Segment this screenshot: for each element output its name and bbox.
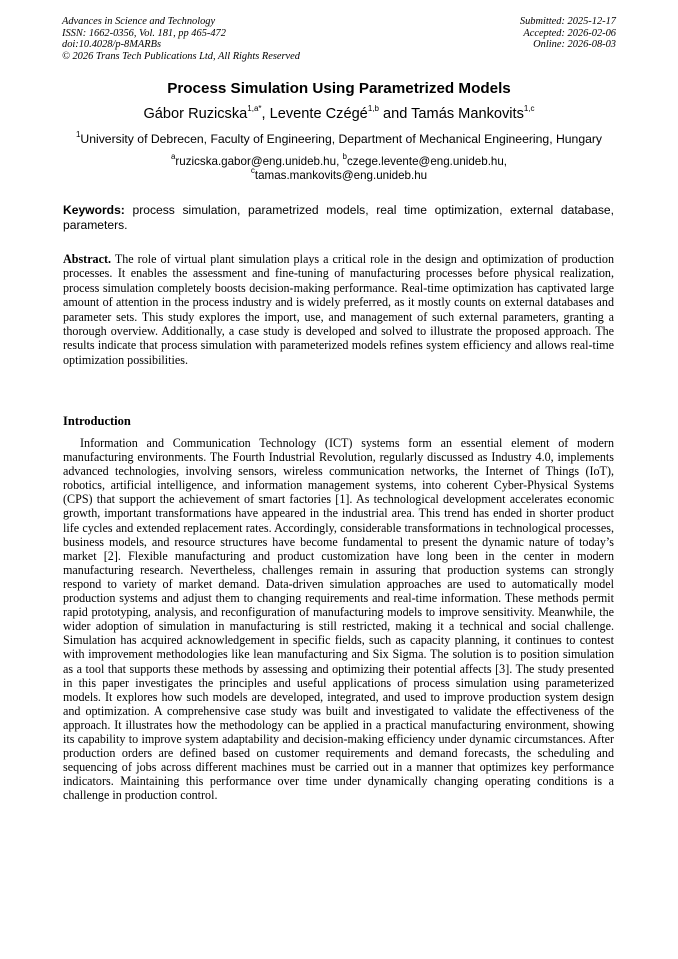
author-emails [0,152,678,183]
email-line [0,152,678,169]
email-mark: a [170,152,176,162]
email-address[interactable]: tamas.mankovits@eng.unideb.hu [254,169,428,182]
email-line [0,166,678,183]
email-address[interactable]: czege.levente@eng.unideb.hu, [347,155,508,168]
email-address[interactable]: ruzicska.gabor@eng.unideb.hu, [175,155,340,168]
accepted-date: Accepted: 2026-02-06 [523,27,616,39]
affiliation-text: University of Debrecen, Faculty of Engineering, Department of Mechanical Engineering, Hungary [80,132,603,146]
journal-header [62,16,300,62]
author-affiliation-mark: 1,b [367,104,379,114]
email-mark: c [250,166,255,176]
journal-issn: ISSN: 1662-0356, Vol. 181, pp 465-472 [62,27,226,39]
submitted-date: Submitted: 2025-12-17 [519,16,616,27]
journal-name: Advances in Science and Technology [62,16,216,27]
paper-title: Process Simulation Using Parametrized Models [167,80,511,97]
introduction-paragraph: Information and Communication Technology (ICT) systems form an essential element of modern manufacturing environments. The Fourth Industrial Revolution, regularly discussed as Industry 4.0, implements advanced technologies, involving sensors, wireless communication networks, the Internet of Things (IoT), robotics, artificial intelligence, and information management systems, into coherent Cyber-Physical Systems (CPS) that support the achievement of smart factories [1]. As technological development accelerates economic growth, important transformations have appeared in the industrial area. This trend has ended in shorter product life cycles and extended replacement rates. Accordingly, considerable transformations in technological processes, business models, and resource structures have become fundamental to present the dynamic nature of today’s market [2]. Flexible manufacturing and product customization have long been in the center in modern manufacturing research. Nevertheless, challenges remain in assuring that production systems can strongly respond to variety of market demand. Data-driven simulation approaches are used to automatically model production systems and adjust them to changing requirements and real-time information. These methods permit rapid prototyping, analysis, and reconfiguration of manufacturing models to improve sensitivity. Meanwhile, the wider adoption of simulation in manufacturing is still restricted, making it a technical and social challenge. Simulation has acquired acknowledgement in specific fields, such as capacity planning, it continues to contest with improvement methodologies like lean manufacturing and Six Sigma. The solution is to position simulation as a tool that supports these methods by assessing and optimizing their potential affects [3]. The study presented in this paper investigates the principles and useful applications of process simulation using parameterized models. It explores how such models are developed, integrated, and used to improve production system design and optimization. A comprehensive case study was built and investigated to validate the effectiveness of the approach. It illustrates how the methodology can be applied in a practical manufacturing environment, showing its capability to improve system adaptability and decision-making efficiency under dynamic circumstances. After production orders are defined based on customer requirements and demand forecasts, the scheduling and sequencing of jobs across different machines must be carried out in a manner that optimizes key performance indicators. Maintaining this performance over time under dynamically changing operating conditions is a challenge in production control. [63,436,614,803]
introduction-heading: Introduction [63,414,131,428]
keywords-text: process simulation, parametrized models, real time optimization, external database, parameters. [63,203,614,232]
affiliation [0,131,678,147]
author-separator: , [261,106,270,122]
publication-dates [520,16,616,51]
author-affiliation-mark: 1,c [523,104,535,114]
journal-doi[interactable]: doi:10.4028/p-8MARBs [62,39,161,51]
author-separator: and [378,106,412,122]
online-date: Online: 2026-08-03 [533,39,616,51]
keywords-section [63,203,614,232]
author-name: Levente Czégé [269,106,368,122]
abstract-section [63,252,614,367]
email-mark: b [342,152,347,162]
author-list [0,105,678,123]
keywords-label: Keywords: [63,203,125,217]
abstract-text: The role of virtual plant simulation plays a critical role in the design and optimization of production processes. It enables the assessment and fine-tuning of manufacturing processes before physical realization, process simulation completely boosts decision-making performance. Real-time optimization has captivated large amount of attention in the process industry and is widely preferred, as it mostly counts on external databases and parameter sets. This study explores the import, use, and management of such external parameters, granting a thorough overview. Additionally, a case study is developed and solved to illustrate the proposed approach. The results indicate that process simulation with parameterized models refines system efficiency and allows real-time optimization possibilities. [63,252,614,367]
author-name: Gábor Ruzicska [143,106,248,122]
author-name: Tamás Mankovits [411,106,524,122]
abstract-label: Abstract. [63,252,112,266]
journal-copyright: © 2026 Trans Tech Publications Ltd, All Rights Reserved [62,50,300,62]
affiliation-mark: 1 [75,129,81,139]
author-affiliation-mark: 1,a* [247,104,262,114]
